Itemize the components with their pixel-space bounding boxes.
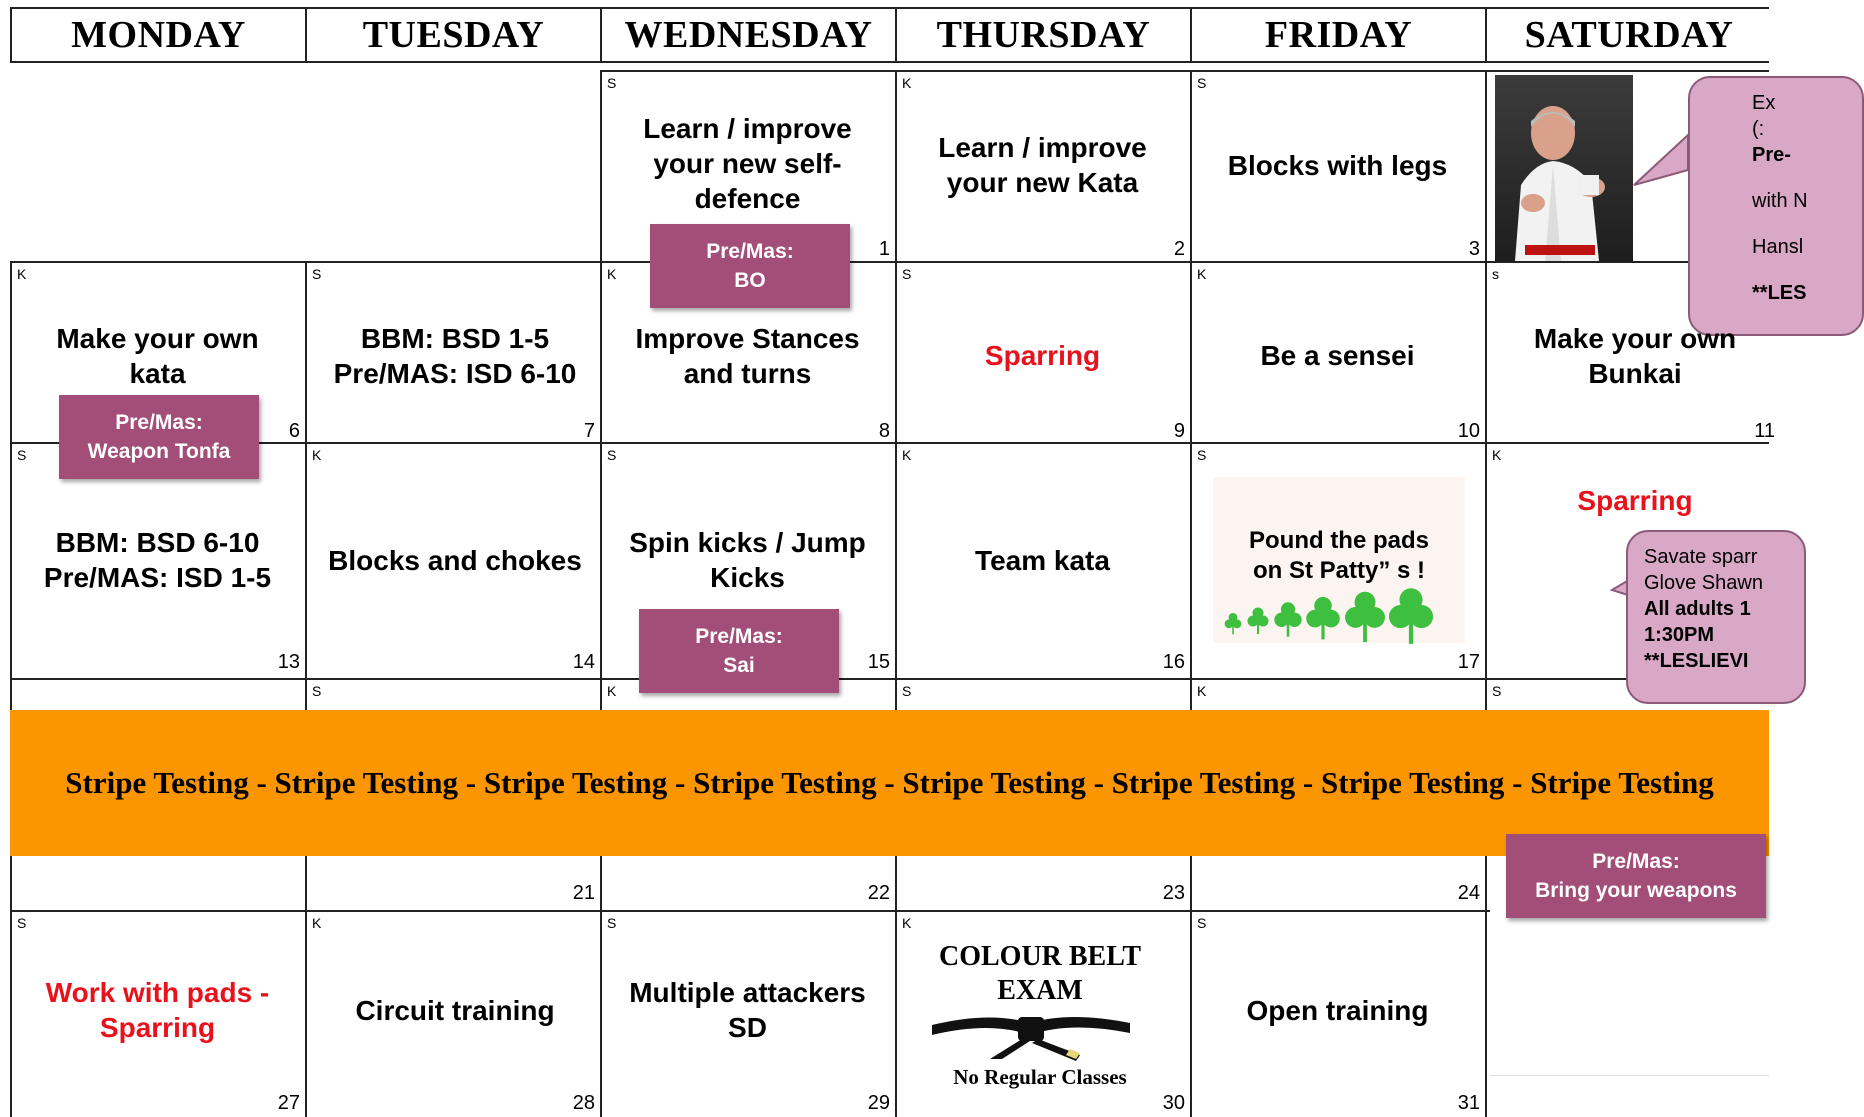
activity-label: Learn / improve your new Kata <box>938 132 1147 198</box>
weapon-class-bo <box>650 224 850 308</box>
weapon-class-bring-weapons <box>1506 834 1766 918</box>
day-number: 13 <box>277 651 300 673</box>
cell-tag: S <box>607 447 617 463</box>
box-line: Weapon Tonfa <box>87 440 231 463</box>
activity-label: Sparring <box>984 339 1101 371</box>
cell-tag: S <box>607 915 617 931</box>
day-number: 24 <box>1457 882 1480 904</box>
day-number: 16 <box>1162 651 1185 673</box>
activity-label: Make your own Bunkai <box>1533 323 1737 389</box>
activity-label: Blocks and chokes <box>328 544 582 576</box>
activity-label: Improve Stances and turns <box>635 323 860 389</box>
cell-tag: K <box>1492 447 1502 463</box>
activity-label: Open training <box>1246 994 1429 1026</box>
day-number: 2 <box>1173 238 1185 260</box>
stripe-testing-banner: Stripe Testing - Stripe Testing - Stripe Testing - Stripe Testing - Stripe Testing - Stripe Testing - Stripe Testing - Stripe Testing <box>10 710 1769 856</box>
day-number: 22 <box>867 882 890 904</box>
cell-tag: K <box>1197 683 1207 699</box>
weapon-class-sai <box>639 609 839 693</box>
bubble-line: (: <box>1752 118 1765 140</box>
day-header-saturday: SATURDAY <box>1524 14 1734 56</box>
box-line: Pre/Mas: <box>1592 849 1680 873</box>
weapon-class-tonfa <box>59 395 259 479</box>
activity-label: Work with pads - Sparring <box>45 977 270 1043</box>
activity-label: Learn / improve your new self-defence <box>643 112 852 214</box>
cell-tag: K <box>902 447 912 463</box>
bubble-line: Hansl <box>1752 236 1804 258</box>
day-number: 9 <box>1173 420 1185 442</box>
day-number: 30 <box>1162 1092 1185 1114</box>
activity-label: Team kata <box>975 544 1110 576</box>
box-line: Bring your weapons <box>1535 879 1737 902</box>
bubble-line: Pre- <box>1752 144 1791 166</box>
day-number: 15 <box>867 651 890 673</box>
day-header-friday: FRIDAY <box>1192 9 1487 61</box>
cell-tag: s <box>1492 266 1499 282</box>
cell-tag: S <box>312 683 322 699</box>
cell-tag: S <box>1197 915 1207 931</box>
day-number: 28 <box>572 1092 595 1114</box>
day-number: 6 <box>288 420 300 442</box>
day-number: 10 <box>1457 420 1480 442</box>
day-number: 23 <box>1162 882 1185 904</box>
activity-label: Circuit training <box>355 994 555 1026</box>
activity-line: Pre/MAS: ISD 6-10 <box>333 358 577 389</box>
day-header-thursday: THURSDAY <box>897 9 1192 61</box>
cell-tag: K <box>1197 266 1207 282</box>
day-number: 11 <box>1754 420 1775 442</box>
activity-label <box>310 316 600 396</box>
day-number: 17 <box>1457 651 1480 673</box>
activity-line: Pound the pads <box>1249 527 1429 554</box>
event-bubble-top <box>1688 76 1864 336</box>
cell-tag: S <box>17 915 27 931</box>
activity-label: Multiple attackers SD <box>629 977 866 1043</box>
cell-tag: K <box>902 75 912 91</box>
shamrock-icon <box>1223 589 1463 641</box>
cell-tag: K <box>607 683 617 699</box>
cell-tag: K <box>607 266 617 282</box>
bubble-line: Ex <box>1752 92 1776 114</box>
karate-instructor-photo <box>1495 75 1633 261</box>
exam-subtitle: No Regular Classes <box>953 1065 1127 1089</box>
speech-bubble-tail <box>1630 130 1690 200</box>
activity-label <box>15 520 300 600</box>
day-number: 27 <box>277 1092 300 1114</box>
day-number: 8 <box>878 420 890 442</box>
day-number: 1 <box>878 238 890 260</box>
activity-line: BBM: BSD 1-5 <box>360 323 550 354</box>
box-line: Pre/Mas: <box>695 624 783 648</box>
cell-tag: S <box>607 75 617 91</box>
activity-label: Blocks with legs <box>1227 149 1448 181</box>
cell-tag: K <box>902 915 912 931</box>
activity-line: on St Patty” s ! <box>1252 557 1426 584</box>
bubble-line: with N <box>1752 190 1808 212</box>
exam-line: COLOUR BELT <box>938 941 1142 972</box>
cell-tag: S <box>312 266 322 282</box>
day-number: 31 <box>1457 1092 1480 1114</box>
st-patricks-card <box>1213 477 1465 643</box>
bubble-line: Savate sparr <box>1644 546 1758 568</box>
day-header-tuesday: TUESDAY <box>307 9 602 61</box>
bubble-line: **LES <box>1752 282 1807 304</box>
cell-tag: K <box>17 266 27 282</box>
cell-tag: S <box>1492 683 1502 699</box>
cell-tag: S <box>17 447 27 463</box>
box-line: Pre/Mas: <box>115 410 203 434</box>
event-bubble-savate <box>1626 530 1806 704</box>
bubble-line: **LESLIEVI <box>1644 650 1749 672</box>
cell-tag: K <box>312 447 322 463</box>
cell-tag: S <box>1197 75 1207 91</box>
cell-tag: S <box>1197 447 1207 463</box>
calendar-header <box>10 7 1769 63</box>
bubble-line: 1:30PM <box>1644 624 1715 646</box>
activity-label: Make your own kata <box>56 323 259 389</box>
day-header-wednesday: WEDNESDAY <box>602 9 897 61</box>
bubble-line: All adults 1 <box>1644 598 1751 620</box>
box-line: Sai <box>723 654 755 677</box>
activity-label <box>1213 523 1465 589</box>
colour-belt-exam-title <box>905 940 1175 1008</box>
cell-tag: K <box>312 915 322 931</box>
activity-label: Be a sensei <box>1260 339 1415 371</box>
black-belt-icon <box>930 1005 1135 1061</box>
day-number: 3 <box>1468 238 1480 260</box>
activity-line: BBM: BSD 6-10 <box>55 527 260 558</box>
cell-tag: S <box>902 266 912 282</box>
cell-tag: S <box>902 683 912 699</box>
day-header-monday: MONDAY <box>12 9 307 61</box>
activity-label: Spin kicks / Jump Kicks <box>629 527 866 593</box>
box-line: Pre/Mas: <box>706 239 794 263</box>
day-number: 29 <box>867 1092 890 1114</box>
activity-line: Pre/MAS: ISD 1-5 <box>43 562 272 593</box>
day-number: 21 <box>572 882 595 904</box>
bubble-line: Glove Shawn <box>1644 572 1763 594</box>
day-number: 7 <box>583 420 595 442</box>
exam-line: EXAM <box>997 975 1083 1006</box>
day-number: 14 <box>572 651 595 673</box>
box-line: BO <box>734 269 766 292</box>
activity-label: Sparring <box>1577 484 1693 516</box>
